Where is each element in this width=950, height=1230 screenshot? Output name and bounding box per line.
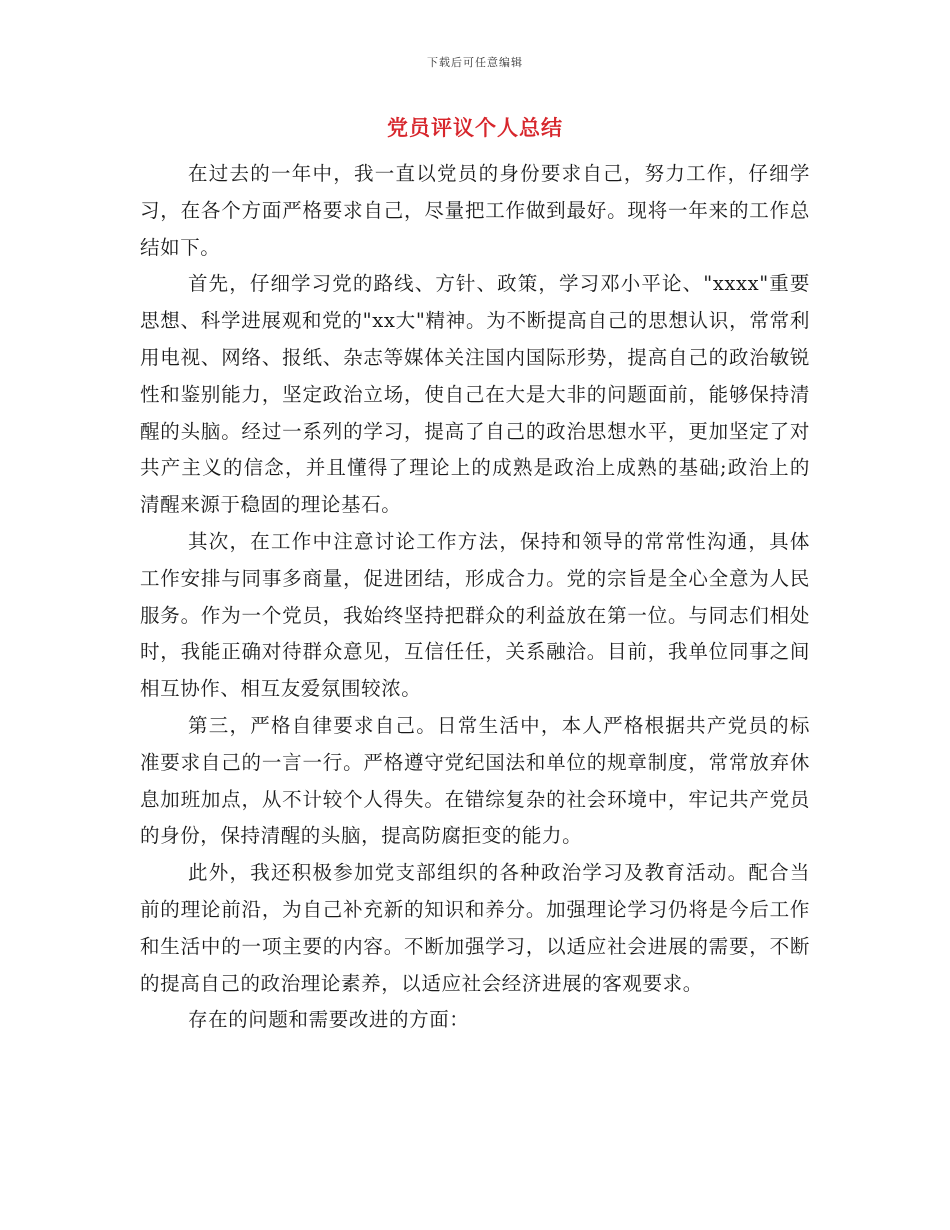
paragraph-work-method: 其次，在工作中注意讨论工作方法，保持和领导的常常性沟通，具体工作安排与同事多商量，促进团结，形成合力。党的宗旨是全心全意为人民服务。作为一个党员，我始终坚持把群众的利益放在第一位。与同志们相处时，我能正确对待群众意见，互信任任，关系融洽。目前，我单位同事之间相互协作、相互友爱氛围较浓。 <box>140 529 810 701</box>
paragraph-self-discipline: 第三，严格自律要求自己。日常生活中，本人严格根据共产党员的标准要求自己的一言一行。严格遵守党纪国法和单位的规章制度，常常放弃休息加班加点，从不计较个人得失。在错综复杂的社会环境中，牢记共产党员的身份，保持清醒的头脑，提高防腐拒变的能力。 <box>140 713 810 848</box>
paragraph-problems-heading: 存在的问题和需要改进的方面： <box>188 1008 470 1032</box>
paragraph-activities: 此外，我还积极参加党支部组织的各种政治学习及教育活动。配合当前的理论前沿，为自己补充新的知识和养分。加强理论学习仍将是今后工作和生活中的一项主要的内容。不断加强学习，以适应社会进展的需要，不断的提高自己的政治理论素养，以适应社会经济进展的客观要求。 <box>140 861 810 995</box>
paragraph-intro: 在过去的一年中，我一直以党员的身份要求自己，努力工作，仔细学习，在各个方面严格要求自己，尽量把工作做到最好。现将一年来的工作总结如下。 <box>140 162 810 259</box>
document-body <box>140 156 810 1039</box>
header-note: 下载后可任意编辑 <box>427 56 523 69</box>
document-title: 党员评议个人总结 <box>387 115 563 140</box>
paragraph-study: 首先，仔细学习党的路线、方针、政策，学习邓小平论、"xxxx"重要思想、科学进展观和党的"xx大"精神。为不断提高自己的思想认识，常常利用电视、网络、报纸、杂志等媒体关注国内国际形势，提高自己的政治敏锐性和鉴别能力，坚定政治立场，使自己在大是大非的问题面前，能够保持清醒的头脑。经过一系列的学习，提高了自己的政治思想水平，更加坚定了对共产主义的信念，并且懂得了理论上的成熟是政治上成熟的基础;政治上的清醒来源于稳固的理论基石。 <box>140 272 810 517</box>
